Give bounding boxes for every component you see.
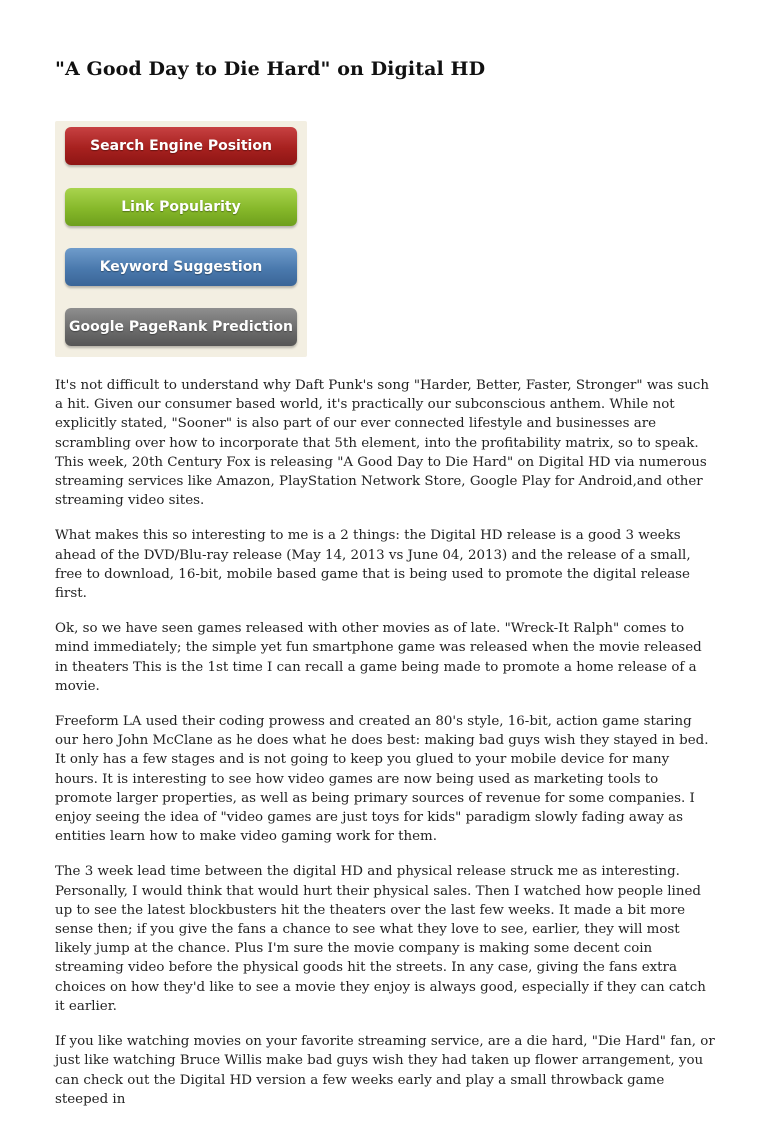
paragraph: If you like watching movies on your favorite streaming service, are a die hard, "Die Hard" fan, or just like watching Bruce Willis make bad guys wish they had taken up flower arrangement, you can check out the Digital HD version a few weeks early and play a small throwback game steeped in bbox=[55, 1034, 715, 1107]
search-engine-position-button[interactable]: Search Engine Position bbox=[65, 127, 297, 165]
keyword-suggestion-button[interactable]: Keyword Suggestion bbox=[65, 248, 297, 286]
page-title: "A Good Day to Die Hard" on Digital HD bbox=[55, 58, 486, 80]
seo-button-panel bbox=[55, 121, 307, 357]
paragraph: It's not difficult to understand why Daft Punk's song "Harder, Better, Faster, Stronger" was such a hit. Given our consumer based world, it's practically our subconscious anthem. While not explicitly stated, "Sooner" is also part of our ever connected lifestyle and businesses are scrambling over how to incorporate that 5th element, into the profitability matrix, so to speak. This week, 20th Century Fox is releasing "A Good Day to Die Hard" on Digital HD via numerous streaming services like Amazon, PlayStation Network Store, Google Play for Android,and other streaming video sites. bbox=[55, 378, 710, 509]
paragraph: Ok, so we have seen games released with other movies as of late. "Wreck-It Ralph" comes to mind immediately; the simple yet fun smartphone game was released when the movie released in theaters This is the 1st time I can recall a game being made to promote a home release of a movie. bbox=[55, 621, 702, 694]
paragraph: Freeform LA used their coding prowess and created an 80's style, 16-bit, action game staring our hero John McClane as he does what he does best: making bad guys wish they stayed in bed. It only has a few stages and is not going to keep you glued to your mobile device for many hours. It is interesting to see how video games are now being used as marketing tools to promote larger properties, as well as being primary sources of revenue for some companies. I enjoy seeing the idea of "video games are just toys for kids" paradigm slowly fading away as entities learn how to make video gaming work for them. bbox=[55, 714, 709, 845]
google-pagerank-prediction-button[interactable]: Google PageRank Prediction bbox=[65, 308, 297, 346]
paragraph: What makes this so interesting to me is a 2 things: the Digital HD release is a good 3 weeks ahead of the DVD/Blu-ray release (May 14, 2013 vs June 04, 2013) and the release of a small, free to download, 16-bit, mobile based game that is being used to promote the digital release first. bbox=[55, 528, 691, 602]
article-body bbox=[55, 376, 715, 1125]
paragraph: The 3 week lead time between the digital HD and physical release struck me as interesting. Personally, I would think that would hurt their physical sales. Then I watched how people lined up to see the latest blockbusters hit the theaters over the last few weeks. It made a bit more sense then; if you give the fans a chance to see what they love to see, earlier, they will most likely jump at the chance. Plus I'm sure the movie company is making some decent coin streaming video before the physical goods hit the streets. In any case, giving the fans extra choices on how they'd like to see a movie they enjoy is always good, especially if they can catch it earlier. bbox=[55, 864, 706, 1014]
link-popularity-button[interactable]: Link Popularity bbox=[65, 188, 297, 226]
